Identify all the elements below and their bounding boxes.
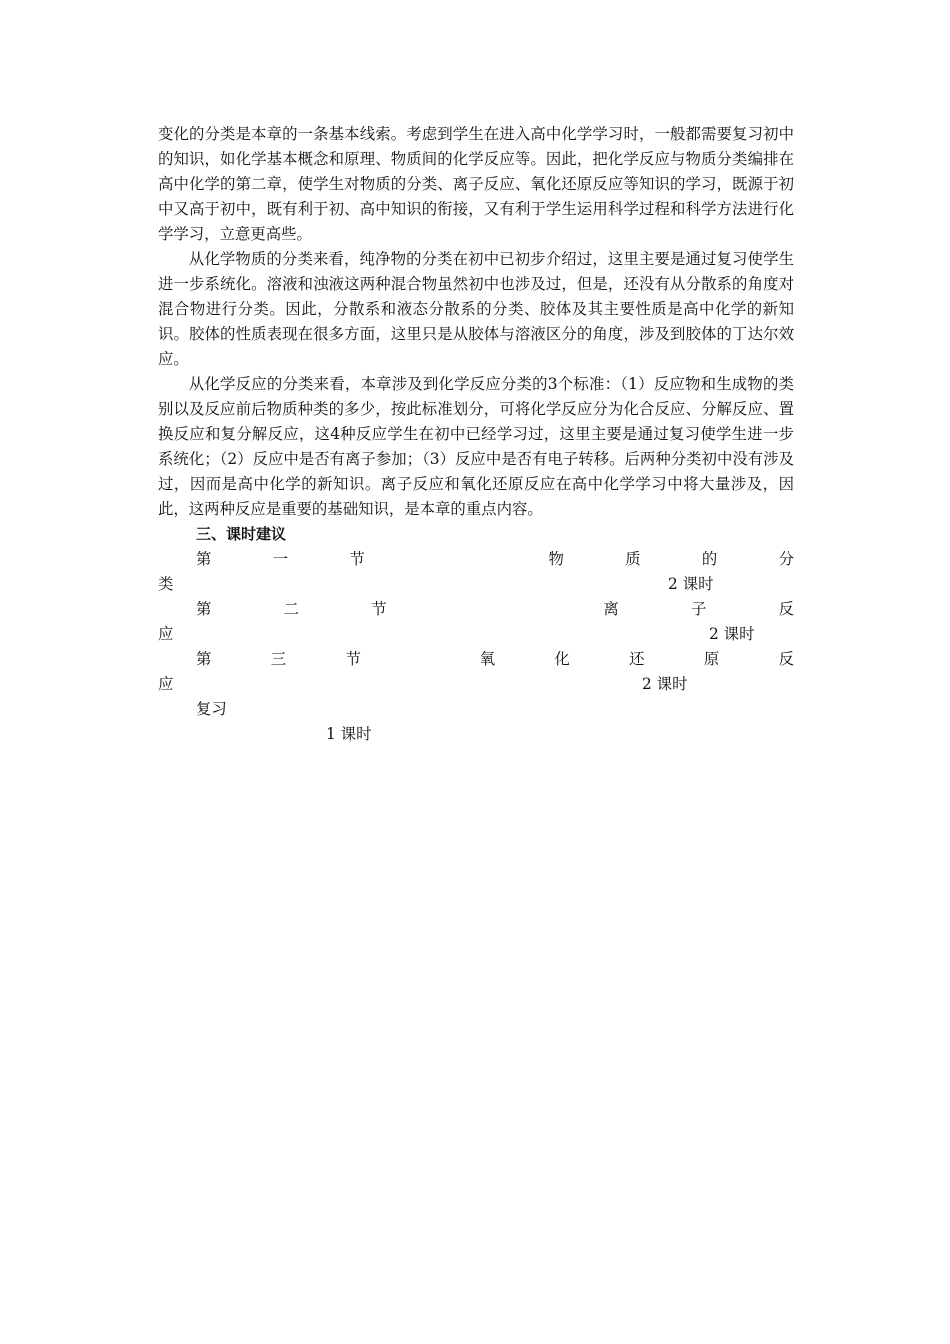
paragraph-2: 从化学物质的分类来看，纯净物的分类在初中已初步介绍过，这里主要是通过复习使学生进一步系统化。溶液和浊液这两种混合物虽然初中也涉及过，但是，还没有从分散系的角度对混合物进行分类。因此，分散系和液态分散系的分类、胶体及其主要性质是高中化学的新知识。胶体的性质表现在很多方面，这里只是从胶体与溶液区分的角度，涉及到胶体的丁达尔效应。 [158,250,794,368]
schedule-row-section-3 [158,647,794,697]
title-char: 第 [196,600,212,618]
document-page [158,122,794,747]
title-char: 反 [778,600,794,618]
section-heading: 三、课时建议 [196,525,287,543]
schedule-title-line [196,547,794,572]
schedule-row-section-1 [158,547,794,597]
title-char: 子 [690,600,707,618]
title-char: 三 [270,650,287,668]
title-char: 节 [345,650,361,668]
schedule-hours: 2 课时 [709,625,755,643]
paragraph-1: 变化的分类是本章的一条基本线索。考虑到学生在进入高中化学学习时，一般都需要复习初中的知识，如化学基本概念和原理、物质间的化学反应等。因此，把化学反应与物质分类编排在高中化学的第二章，使学生对物质的分类、离子反应、氧化还原反应等知识的学习，既源于初中又高于初中，既有利于初、高中知识的衔接，又有利于学生运用科学过程和科学方法进行化学学习，立意更高些。 [158,125,794,243]
paragraph-3: 从化学反应的分类来看，本章涉及到化学反应分类的3个标准：（1）反应物和生成物的类别以及反应前后物质种类的多少，按此标准划分，可将化学反应分为化合反应、分解反应、置换反应和复分解反应，这4种反应学生在初中已经学习过，这里主要是通过复习使学生进一步系统化；（2）反应中是否有离子参加；（3）反应中是否有电子转移。后两种分类初中没有涉及过，因而是高中化学的新知识。离子反应和氧化还原反应在高中化学学习中将大量涉及，因此，这两种反应是重要的基础知识，是本章的重点内容。 [158,375,794,518]
title-char: 化 [554,650,570,668]
title-char: 反 [778,650,794,668]
title-char: 分 [778,550,794,568]
title-char: 第 [196,550,212,568]
schedule-row-review [158,697,794,747]
title-char: 第 [196,650,212,668]
title-char: 离 [603,600,619,618]
schedule-title-continuation: 应 [158,625,174,643]
title-char: 的 [701,550,718,568]
schedule-hours: 2 课时 [642,675,688,693]
schedule-title-line [196,597,794,622]
title-char: 节 [349,550,365,568]
schedule-row-section-2 [158,597,794,647]
schedule-hours: 2 课时 [668,575,714,593]
title-char: 物 [548,550,564,568]
schedule-title-continuation: 类 [158,575,174,593]
review-label: 复习 [196,700,227,718]
schedule-title-continuation: 应 [158,675,174,693]
title-char: 二 [283,600,300,618]
title-char: 还 [629,650,645,668]
title-char: 质 [625,550,641,568]
title-char: 一 [272,550,289,568]
schedule-title-line [196,647,794,672]
title-char: 原 [703,650,720,668]
review-hours: 1 课时 [326,725,372,743]
title-char: 节 [371,600,387,618]
title-char: 氧 [479,650,495,668]
